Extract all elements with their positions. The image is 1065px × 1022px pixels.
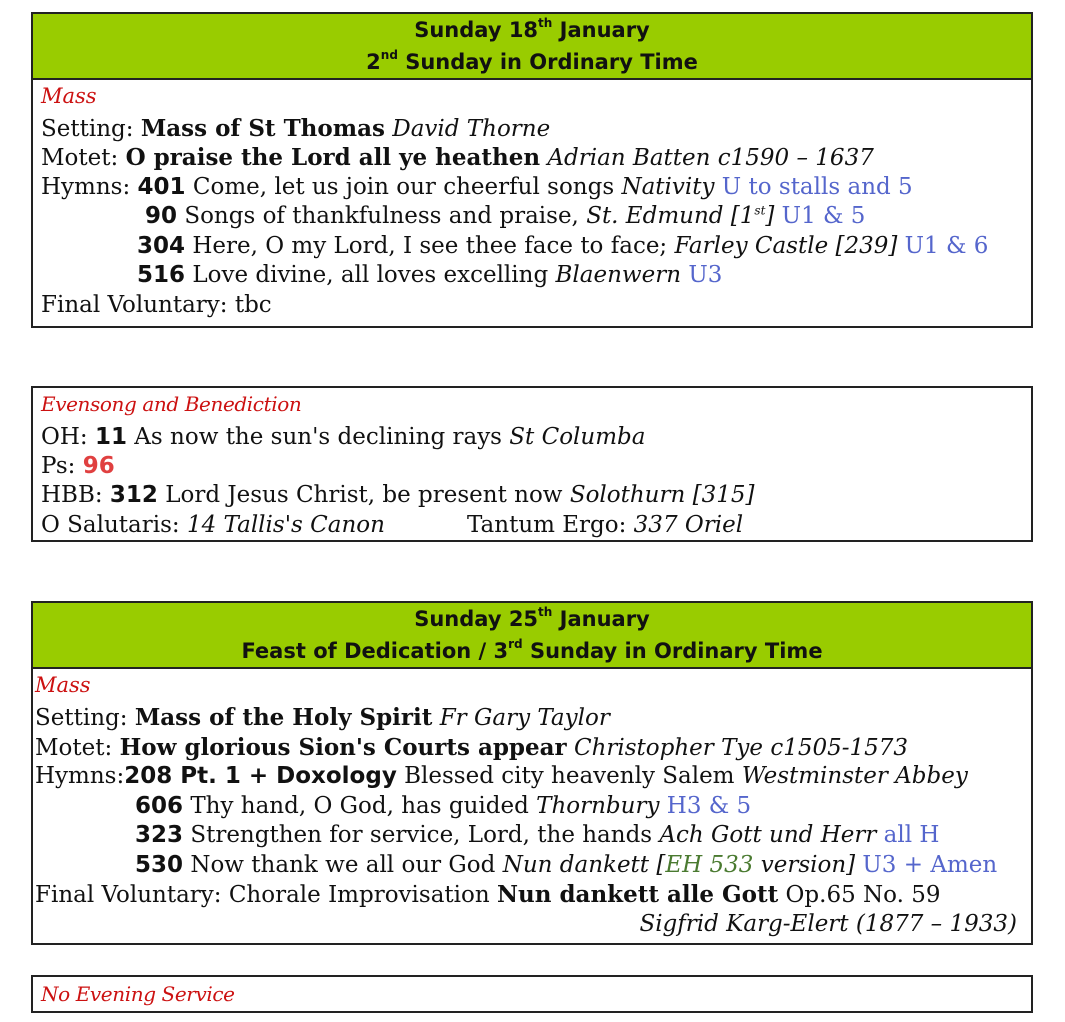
week1-psalm: Ps: 96	[41, 453, 115, 479]
week1-evensong-box	[31, 386, 1033, 542]
week2-hymn-1: Hymns:208 Pt. 1 + Doxology Blessed city heavenly Salem Westminster Abbey	[35, 763, 968, 789]
week1-mass-box	[31, 12, 1033, 328]
week2-date: Sunday 25th January	[414, 605, 650, 631]
week1-hymn-4: 516 Love divine, all loves excelling Blaenwern U3	[137, 262, 723, 288]
week2-header	[33, 603, 1031, 669]
week2-evening-title: No Evening Service	[41, 982, 235, 1006]
week2-evening-box	[31, 975, 1033, 1013]
week1-occasion: 2nd Sunday in Ordinary Time	[366, 48, 698, 74]
week1-setting: Setting: Mass of St Thomas David Thorne	[41, 115, 551, 142]
week2-hymn-3: 323 Strengthen for service, Lord, the hands Ach Gott und Herr all H	[135, 822, 940, 848]
week1-tantum-ergo: Tantum Ergo: 337 Oriel	[467, 512, 744, 538]
week2-hymn-4: 530 Now thank we all our God Nun dankett [EH 533 version] U3 + Amen	[135, 852, 998, 878]
week1-hbb: HBB: 312 Lord Jesus Christ, be present now Solothurn [315]	[41, 482, 755, 508]
week1-office-hymn: OH: 11 As now the sun's declining rays St Columba	[41, 424, 646, 450]
week1-final-voluntary: Final Voluntary: tbc	[41, 292, 272, 318]
week1-o-salutaris: O Salutaris: 14 Tallis's Canon	[41, 512, 385, 538]
week1-hymn-2: 90 Songs of thankfulness and praise, St. Edmund [1st] U1 & 5	[145, 203, 866, 229]
week1-motet: Motet: O praise the Lord all ye heathen Adrian Batten c1590 – 1637	[41, 144, 874, 171]
week2-hymn-2: 606 Thy hand, O God, has guided Thornbury H3 & 5	[135, 793, 752, 819]
week1-date: Sunday 18th January	[414, 16, 650, 42]
week2-mass-box	[31, 601, 1033, 945]
week1-evensong-title: Evensong and Benediction	[41, 392, 302, 416]
week2-motet: Motet: How glorious Sion's Courts appear Christopher Tye c1505-1573	[35, 734, 909, 761]
week2-setting: Setting: Mass of the Holy Spirit Fr Gary Taylor	[35, 704, 610, 731]
week1-header	[33, 14, 1031, 80]
week1-hymn-1: Hymns: 401 Come, let us join our cheerful songs Nativity U to stalls and 5	[41, 174, 913, 200]
week1-hymn-3: 304 Here, O my Lord, I see thee face to face; Farley Castle [239] U1 & 6	[137, 233, 989, 259]
week2-occasion: Feast of Dedication / 3rd Sunday in Ordinary Time	[241, 637, 823, 663]
week2-final-composer: Sigfrid Karg-Elert (1877 – 1933)	[639, 911, 1017, 937]
week1-mass-title: Mass	[41, 84, 97, 108]
week2-final-voluntary: Final Voluntary: Chorale Improvisation Nun dankett alle Gott Op.65 No. 59	[35, 881, 941, 908]
week2-mass-title: Mass	[35, 673, 91, 697]
